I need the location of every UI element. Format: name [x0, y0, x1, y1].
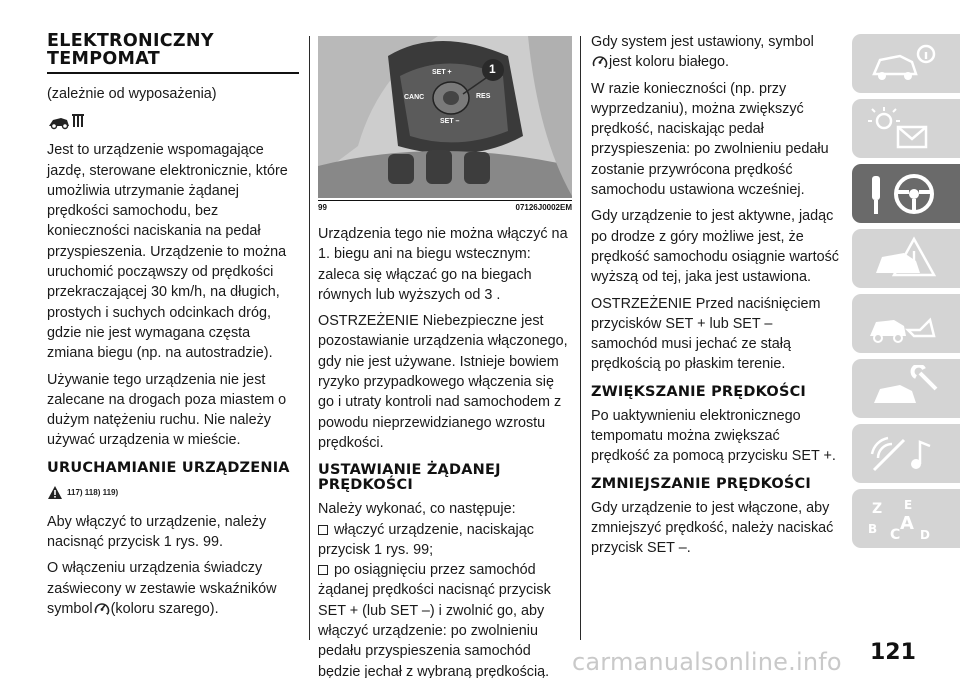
- availability-note: (zależnie od wyposażenia): [47, 86, 217, 102]
- label-set-minus: SET –: [440, 118, 460, 125]
- tab-multimedia[interactable]: [852, 424, 960, 483]
- svg-text:E: E: [904, 498, 913, 512]
- svg-text:Z: Z: [872, 501, 883, 517]
- column-divider-1: [309, 36, 310, 640]
- warning-references: 117) 118) 119): [67, 488, 119, 498]
- decrease-paragraph: Gdy urządzenie to jest włączone, aby zmniejszyć prędkość, należy naciskać przycisk SET –.: [591, 499, 834, 557]
- steering-wheel-key-icon: [864, 170, 944, 218]
- wrench-car-icon: [864, 365, 944, 413]
- gear-paragraph: Urządzenia tego nie można włączyć na 1. biegu ani na biegu wstecznym: zaleca się włączać go na biegach równych lub wyższych od 3 .: [318, 226, 568, 303]
- flat-terrain-warning: OSTRZEŻENIE Przed naciśnięciem przycisków SET + lub SET – samochód musi jechać ze stałą prędkością po płaskim terenie.: [591, 295, 821, 373]
- watermark: carmanualsonline.info: [572, 648, 842, 676]
- indicator-paragraph: [47, 558, 299, 619]
- car-crash-safety-icon: [864, 235, 944, 283]
- checkbox-bullet-icon: [318, 525, 328, 535]
- intro-paragraph: Jest to urządzenie wspomagające jazdę, sterowane elektronicznie, które umożliwia utrzymanie żądanej prędkości samochodu, bez konieczności naciskania na pedał przyspieszenia. Urządzenie to można uruchomić począwszy od prędkości przekraczającej 30 km/h, na długich, prostych i suchych odcinkach dróg, gdzie nie jest wymagana częsta zmiana biegu (np. na autostradzie).: [47, 142, 288, 362]
- activation-paragraph: Aby włączyć to urządzenie, należy nacisnąć przycisk 1 rys. 99.: [47, 513, 267, 551]
- column-2: [318, 36, 572, 678]
- svg-text:D: D: [920, 528, 930, 542]
- symbol-text-end: jest koloru białego.: [609, 54, 729, 71]
- svg-text:B: B: [868, 522, 878, 536]
- increase-paragraph: Po uaktywnieniu elektronicznego tempomatu można zwiększać prędkość za pomocą przycisku SET +.: [591, 407, 836, 465]
- car-tow-icon: [864, 300, 944, 348]
- svg-text:C: C: [890, 527, 901, 543]
- figure-code: 07126J0002EM: [515, 203, 572, 212]
- checkbox-bullet-icon: [318, 565, 328, 575]
- page-number: 121: [870, 640, 916, 665]
- tab-maintenance[interactable]: [852, 359, 960, 418]
- steps-intro: Należy wykonać, co następuje:: [318, 501, 516, 518]
- heading-activation: URUCHAMIANIE URZĄDZENIA: [47, 459, 290, 476]
- step-1-text: włączyć urządzenie, naciskając przycisk 1 rys. 99;: [318, 521, 534, 558]
- label-set-plus: SET +: [432, 69, 452, 76]
- symbol-paragraph: [591, 32, 839, 73]
- alphabet-index-icon: [864, 495, 944, 543]
- callout-number: 1: [489, 62, 496, 76]
- figure-caption: [318, 200, 572, 212]
- multimedia-icon: [864, 430, 944, 478]
- column-3: [591, 32, 839, 565]
- tab-car-info[interactable]: [852, 34, 960, 93]
- tab-warning-lights[interactable]: [852, 99, 960, 158]
- step-2: [318, 560, 572, 678]
- warning-triangle-icon: [47, 485, 63, 500]
- figure-number: 99: [318, 203, 327, 212]
- overtaking-paragraph: W razie konieczności (np. przy wyprzedzaniu), można zwiększyć prędkość, naciskając pedał przyspieszenia: po zwolnieniu pedału zostanie przywrócona prędkość samochodu ustawiona wcześniej.: [591, 80, 829, 199]
- step-2-text: po osiągnięciu przez samochód żądanej prędkości nacisnąć przycisk SET + (lub SET –) i zwolnić go, aby włączyć urządzenie: po zwolnieniu pedału przyspieszenia samochód będzie jechał z wybraną prędkością.: [318, 562, 551, 678]
- usage-paragraph: Używanie tego urządzenia nie jest zalecane na drogach poza miastem o dużym natężeniu ruchu. Nie należy używać urządzenia w mieście.: [47, 371, 287, 449]
- warning-lights-icon: [864, 105, 944, 153]
- steering-wheel-illustration: [318, 36, 572, 198]
- cruise-control-icon: [591, 54, 609, 69]
- label-canc: CANC: [404, 94, 425, 101]
- heading-increase-speed: ZWIĘKSZANIE PRĘDKOŚCI: [591, 383, 807, 400]
- heading-set-speed: USTAWIANIE ŻĄDANEJ PRĘDKOŚCI: [318, 462, 501, 494]
- car-info-icon: [864, 40, 944, 88]
- label-res: RES: [476, 93, 491, 100]
- section-title: ELEKTRONICZNY TEMPOMAT: [47, 31, 214, 69]
- indicator-text-end: (koloru szarego).: [110, 600, 219, 617]
- warning-paragraph: OSTRZEŻENIE Niebezpieczne jest pozostawianie urządzenia włączonego, gdy nie jest używane. Istnieje bowiem ryzyko przypadkowego włączenia się go i utraty kontroli nad samochodem z powodu nieprzewidzianego wzrostu prędkości.: [318, 313, 568, 451]
- warning-refs: [47, 482, 299, 504]
- steering-wheel-figure: [318, 36, 572, 198]
- equipment-icons: [47, 110, 299, 132]
- column-1: [47, 32, 299, 625]
- title-rule: [47, 72, 299, 74]
- downhill-paragraph: Gdy urządzenie to jest aktywne, jadąc po drodze z góry możliwe jest, że prędkość samochodu osiągnie wartość wyższą od tej, jaka jest ustawiona.: [591, 208, 839, 286]
- tab-emergency[interactable]: [852, 294, 960, 353]
- chapter-tabs: [852, 34, 960, 554]
- cruise-control-icon: [93, 601, 111, 616]
- svg-text:A: A: [900, 513, 914, 534]
- symbol-text-start: Gdy system jest ustawiony, symbol: [591, 34, 814, 50]
- indicator-text-start: O włączeniu urządzenia świadczy zaświecony w zestawie wskaźników symbol: [47, 560, 277, 617]
- column-divider-2: [580, 36, 581, 640]
- tab-safety[interactable]: [852, 229, 960, 288]
- tab-index[interactable]: [852, 489, 960, 548]
- step-1: [318, 520, 572, 561]
- car-equipment-icon: [47, 112, 87, 130]
- tab-starting-driving[interactable]: [852, 164, 960, 223]
- heading-decrease-speed: ZMNIEJSZANIE PRĘDKOŚCI: [591, 475, 811, 492]
